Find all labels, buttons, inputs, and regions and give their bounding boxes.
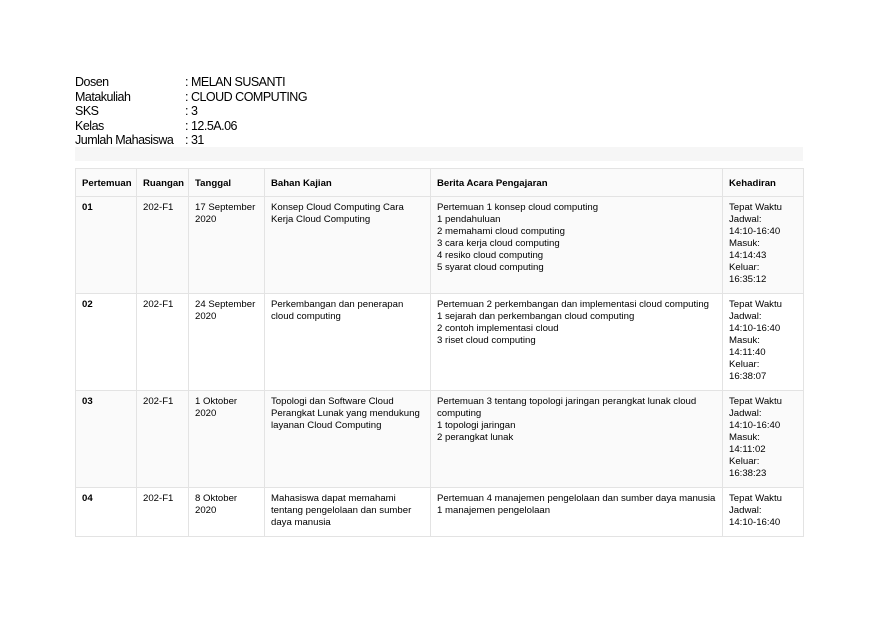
kelas-value: : 12.5A.06: [185, 118, 237, 133]
header-tanggal: Tanggal: [189, 169, 265, 197]
kelas-label: Kelas: [75, 118, 104, 133]
berita-line: 2 perangkat lunak: [437, 432, 514, 443]
table-row: [76, 391, 804, 488]
kehadiran-line: 16:38:23: [729, 468, 767, 479]
kehadiran-line: Tepat Waktu: [729, 299, 782, 310]
dosen-label: Dosen: [75, 75, 109, 89]
divider-band: [75, 147, 803, 161]
cell-kehadiran: [723, 488, 804, 537]
cell-tanggal: 17 September 2020: [189, 197, 265, 294]
sks-label: SKS: [75, 104, 99, 119]
kehadiran-line: 16:38:07: [729, 371, 767, 382]
cell-ruangan: 202-F1: [137, 391, 189, 488]
info-sks: [75, 104, 307, 119]
kehadiran-line: Tepat Waktu: [729, 396, 782, 407]
cell-ruangan: 202-F1: [137, 488, 189, 537]
table-row: [76, 197, 804, 294]
kehadiran-line: Keluar:: [729, 262, 760, 273]
berita-line: 3 riset cloud computing: [437, 335, 536, 346]
kehadiran-line: 14:10-16:40: [729, 517, 781, 528]
berita-line: 1 sejarah dan perkembangan cloud computing: [437, 311, 635, 322]
info-kelas: [75, 119, 307, 134]
header-bahan-kajian: Bahan Kajian: [265, 169, 431, 197]
cell-kehadiran: [723, 391, 804, 488]
berita-line: Pertemuan 2 perkembangan dan implementasi cloud computing: [437, 299, 709, 310]
jumlah-mahasiswa-value: : 31: [185, 133, 204, 148]
header-kehadiran: Kehadiran: [723, 169, 804, 197]
berita-line: Pertemuan 1 konsep cloud computing: [437, 202, 599, 213]
cell-kehadiran: [723, 197, 804, 294]
cell-berita-acara: [431, 391, 723, 488]
cell-berita-acara: [431, 488, 723, 537]
cell-pertemuan: 04: [76, 488, 137, 537]
berita-line: 5 syarat cloud computing: [437, 262, 544, 273]
cell-bahan-kajian: Topologi dan Software Cloud Perangkat Lunak yang mendukung layanan Cloud Computing: [265, 391, 431, 488]
header-ruangan: Ruangan: [137, 169, 189, 197]
berita-acara-table: [75, 168, 804, 537]
cell-kehadiran: [723, 294, 804, 391]
kehadiran-line: Jadwal:: [729, 408, 762, 419]
table-row: [76, 488, 804, 537]
cell-bahan-kajian: Konsep Cloud Computing Cara Kerja Cloud Computing: [265, 197, 431, 294]
matakuliah-label: Matakuliah: [75, 89, 131, 104]
jumlah-mahasiswa-label: Jumlah Mahasiswa: [75, 133, 174, 148]
berita-line: 1 topologi jaringan: [437, 420, 516, 431]
kehadiran-line: Jadwal:: [729, 311, 762, 322]
cell-pertemuan: 01: [76, 197, 137, 294]
header-berita-acara: Berita Acara Pengajaran: [431, 169, 723, 197]
cell-pertemuan: 03: [76, 391, 137, 488]
header-pertemuan: Pertemuan: [76, 169, 137, 197]
cell-ruangan: 202-F1: [137, 197, 189, 294]
cell-tanggal: 1 Oktober 2020: [189, 391, 265, 488]
kehadiran-line: 14:11:02: [729, 444, 766, 455]
berita-line: 3 cara kerja cloud computing: [437, 238, 560, 249]
kehadiran-line: Jadwal:: [729, 214, 762, 225]
berita-line: Pertemuan 4 manajemen pengelolaan dan sumber daya manusia: [437, 493, 716, 504]
cell-berita-acara: [431, 294, 723, 391]
table-header-row: [76, 169, 804, 197]
cell-berita-acara: [431, 197, 723, 294]
cell-pertemuan: 02: [76, 294, 137, 391]
kehadiran-line: Keluar:: [729, 359, 760, 370]
cell-bahan-kajian: Mahasiswa dapat memahami tentang pengelolaan dan sumber daya manusia: [265, 488, 431, 537]
table-row: [76, 294, 804, 391]
kehadiran-line: Masuk:: [729, 238, 760, 249]
berita-line: Pertemuan 3 tentang topologi jaringan perangkat lunak cloud computing: [437, 396, 697, 419]
info-dosen: [75, 75, 307, 90]
kehadiran-line: 14:10-16:40: [729, 323, 781, 334]
kehadiran-line: 14:14:43: [729, 250, 767, 261]
cell-ruangan: 202-F1: [137, 294, 189, 391]
kehadiran-line: Keluar:: [729, 456, 760, 467]
matakuliah-value: : CLOUD COMPUTING: [185, 89, 308, 104]
kehadiran-line: Tepat Waktu: [729, 202, 782, 213]
cell-tanggal: 24 September 2020: [189, 294, 265, 391]
kehadiran-line: 14:10-16:40: [729, 420, 781, 431]
kehadiran-line: Masuk:: [729, 432, 760, 443]
cell-bahan-kajian: Perkembangan dan penerapan cloud computing: [265, 294, 431, 391]
course-info: [75, 75, 307, 148]
cell-tanggal: 8 Oktober 2020: [189, 488, 265, 537]
kehadiran-line: Tepat Waktu: [729, 493, 782, 504]
info-matakuliah: [75, 90, 307, 105]
info-jumlah-mahasiswa: [75, 133, 307, 148]
sks-value: : 3: [185, 104, 198, 119]
kehadiran-line: 16:35:12: [729, 274, 767, 285]
berita-line: 4 resiko cloud computing: [437, 250, 544, 261]
berita-line: 1 manajemen pengelolaan: [437, 505, 551, 516]
kehadiran-line: 14:11:40: [729, 347, 766, 358]
berita-line: 2 memahami cloud computing: [437, 226, 565, 237]
berita-line: 2 contoh implementasi cloud: [437, 323, 559, 334]
berita-line: 1 pendahuluan: [437, 214, 501, 225]
dosen-value: : MELAN SUSANTI: [185, 75, 286, 89]
kehadiran-line: Jadwal:: [729, 505, 762, 516]
kehadiran-line: Masuk:: [729, 335, 760, 346]
kehadiran-line: 14:10-16:40: [729, 226, 781, 237]
